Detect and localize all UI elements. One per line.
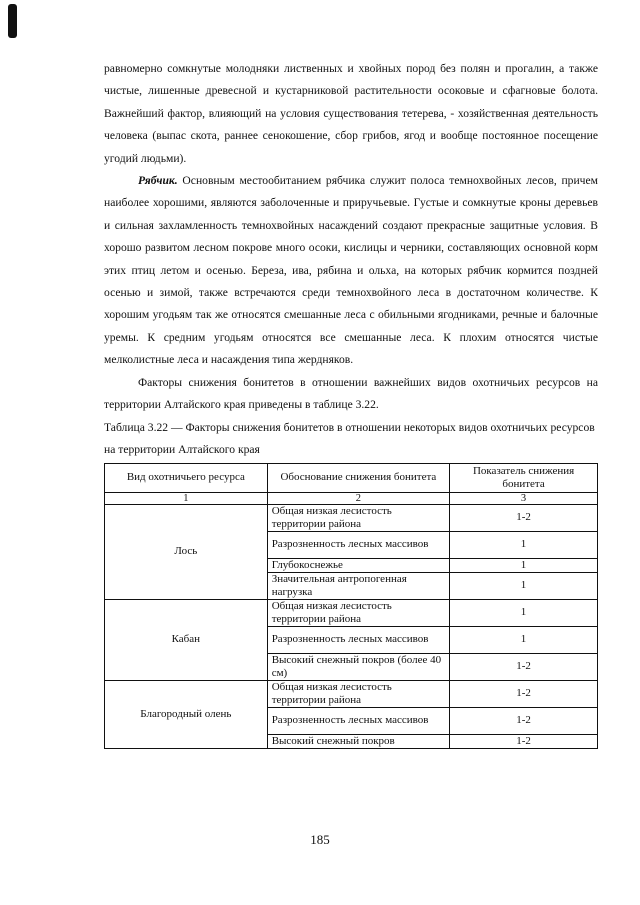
table-row (105, 504, 598, 531)
value-cell: 1 (450, 531, 598, 558)
table-row (105, 680, 598, 707)
value-cell: 1-2 (450, 504, 598, 531)
value-cell: 1-2 (450, 707, 598, 734)
document-body (104, 58, 598, 749)
value-cell: 1 (450, 558, 598, 572)
reason-cell: Общая низкая лесистость территории района (267, 504, 449, 531)
reason-cell: Общая низкая лесистость территории района (267, 599, 449, 626)
paragraph-3: Факторы снижения бонитетов в отношении важнейших видов охотничьих ресурсов на территории Алтайского края приведены в таблице 3.22. (104, 375, 598, 412)
scan-edge-mark (8, 4, 17, 38)
reason-cell: Разрозненность лесных массивов (267, 626, 449, 653)
reason-cell: Разрозненность лесных массивов (267, 707, 449, 734)
reason-cell: Разрозненность лесных массивов (267, 531, 449, 558)
column-number: 1 (105, 492, 268, 504)
species-cell: Лось (105, 504, 268, 599)
table-header-row (105, 463, 598, 492)
table-column-numbers-row (105, 492, 598, 504)
reason-cell: Значительная антропогенная нагрузка (267, 572, 449, 599)
species-cell: Кабан (105, 599, 268, 680)
paragraph-2 (104, 170, 598, 372)
value-cell: 1-2 (450, 734, 598, 748)
value-cell: 1 (450, 572, 598, 599)
reason-cell: Глубокоснежье (267, 558, 449, 572)
table-row (105, 599, 598, 626)
header-value: Показатель снижения бонитета (450, 463, 598, 492)
factors-table (104, 463, 598, 749)
value-cell: 1 (450, 626, 598, 653)
paragraph-2-lead: Рябчик. (138, 174, 178, 188)
reason-cell: Высокий снежный покров (267, 734, 449, 748)
column-number: 2 (267, 492, 449, 504)
header-reason: Обоснование снижения бонитета (267, 463, 449, 492)
value-cell: 1-2 (450, 653, 598, 680)
reason-cell: Общая низкая лесистость территории района (267, 680, 449, 707)
value-cell: 1-2 (450, 680, 598, 707)
reason-cell: Высокий снежный покров (более 40 см) (267, 653, 449, 680)
value-cell: 1 (450, 599, 598, 626)
page-number: 185 (310, 832, 330, 847)
header-species: Вид охотничьего ресурса (105, 463, 268, 492)
paragraph-1: равномерно сомкнутые молодняки лиственных и хвойных пород без полян и прогалин, а также чистые, лишенные древесной и кустарниковой растительности осоковые и сфагновые болота. Важнейший фактор, влияющий на условия существования тетерева, - хозяйственная деятельность человека (выпас скота, раннее сенокошение, сбор грибов, ягод и вообще постоянное посещение угодий людьми). (104, 62, 598, 165)
paragraph-2-text: Основным местообитанием рябчика служит полоса темнохвойных лесов, причем наиболее хорошими, являются заболоченные и приручьевые. Густые и сомкнутые кроны деревьев и сильная захламленность темнохвойных насаждений создают прекрасные защитные условия. В хорошо развитом лесном покрове много осоки, кислицы и черники, составляющих основной корм этих птиц летом и осенью. Береза, ива, рябина и ольха, на которых рябчик кормится поздней осенью и зимой, также встречаются среди темнохвойного леса в достаточном количестве. К хорошим угодьям так же относятся смешанные леса с обильными ягодниками, речные и балочные уремы. К средним угодьям относятся все смешанные леса. К плохим относятся чистые мелколистные леса и насаждения типа жердняков. (104, 174, 598, 367)
table-caption: Таблица 3.22 — Факторы снижения бонитетов в отношении некоторых видов охотничьих ресурсов на территории Алтайского края (104, 420, 595, 456)
column-number: 3 (450, 492, 598, 504)
species-cell: Благородный олень (105, 680, 268, 748)
